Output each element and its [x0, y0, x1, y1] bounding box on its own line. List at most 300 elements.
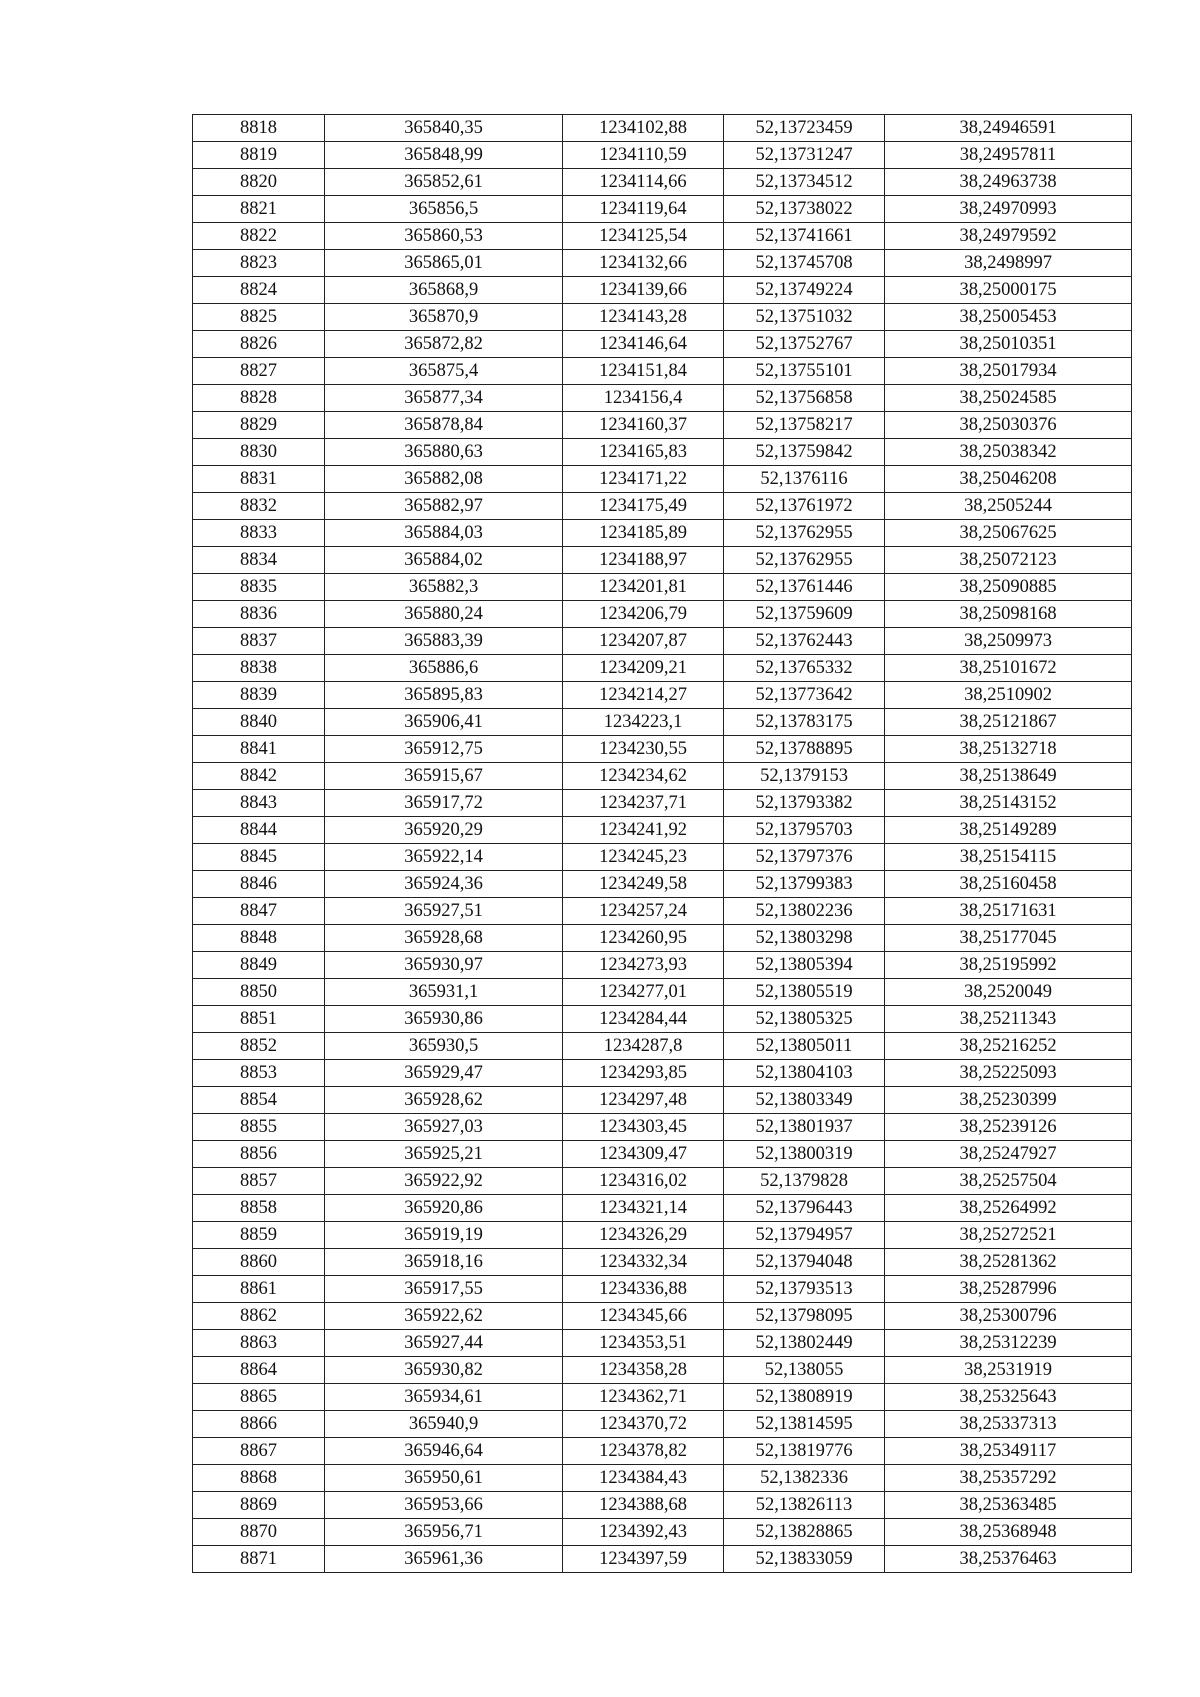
longitude-cell: 38,25098168: [885, 601, 1132, 628]
y-coordinate-cell: 1234326,29: [563, 1222, 724, 1249]
point-number-cell: 8825: [193, 304, 325, 331]
latitude-cell: 52,13762955: [724, 520, 885, 547]
y-coordinate-cell: 1234114,66: [563, 169, 724, 196]
x-coordinate-cell: 365865,01: [325, 250, 563, 277]
point-number-cell: 8862: [193, 1303, 325, 1330]
point-number-cell: 8828: [193, 385, 325, 412]
point-number-cell: 8846: [193, 871, 325, 898]
table-row: [193, 1141, 1132, 1168]
table-row: [193, 979, 1132, 1006]
longitude-cell: 38,25160458: [885, 871, 1132, 898]
point-number-cell: 8824: [193, 277, 325, 304]
x-coordinate-cell: 365882,97: [325, 493, 563, 520]
point-number-cell: 8851: [193, 1006, 325, 1033]
y-coordinate-cell: 1234293,85: [563, 1060, 724, 1087]
coordinates-table: [192, 114, 1132, 1573]
y-coordinate-cell: 1234171,22: [563, 466, 724, 493]
x-coordinate-cell: 365922,14: [325, 844, 563, 871]
point-number-cell: 8823: [193, 250, 325, 277]
latitude-cell: 52,13752767: [724, 331, 885, 358]
x-coordinate-cell: 365928,62: [325, 1087, 563, 1114]
x-coordinate-cell: 365882,3: [325, 574, 563, 601]
point-number-cell: 8840: [193, 709, 325, 736]
table-row: [193, 763, 1132, 790]
x-coordinate-cell: 365927,44: [325, 1330, 563, 1357]
longitude-cell: 38,2509973: [885, 628, 1132, 655]
y-coordinate-cell: 1234206,79: [563, 601, 724, 628]
x-coordinate-cell: 365880,24: [325, 601, 563, 628]
y-coordinate-cell: 1234230,55: [563, 736, 724, 763]
y-coordinate-cell: 1234273,93: [563, 952, 724, 979]
table-row: [193, 142, 1132, 169]
x-coordinate-cell: 365848,99: [325, 142, 563, 169]
x-coordinate-cell: 365956,71: [325, 1519, 563, 1546]
x-coordinate-cell: 365929,47: [325, 1060, 563, 1087]
latitude-cell: 52,13731247: [724, 142, 885, 169]
y-coordinate-cell: 1234143,28: [563, 304, 724, 331]
latitude-cell: 52,13756858: [724, 385, 885, 412]
table-row: [193, 1033, 1132, 1060]
longitude-cell: 38,25121867: [885, 709, 1132, 736]
latitude-cell: 52,13759609: [724, 601, 885, 628]
longitude-cell: 38,25216252: [885, 1033, 1132, 1060]
longitude-cell: 38,25143152: [885, 790, 1132, 817]
latitude-cell: 52,13808919: [724, 1384, 885, 1411]
y-coordinate-cell: 1234332,34: [563, 1249, 724, 1276]
latitude-cell: 52,13803349: [724, 1087, 885, 1114]
longitude-cell: 38,24970993: [885, 196, 1132, 223]
latitude-cell: 52,13794957: [724, 1222, 885, 1249]
point-number-cell: 8861: [193, 1276, 325, 1303]
point-number-cell: 8870: [193, 1519, 325, 1546]
latitude-cell: 52,13833059: [724, 1546, 885, 1573]
latitude-cell: 52,13826113: [724, 1492, 885, 1519]
table-row: [193, 358, 1132, 385]
x-coordinate-cell: 365927,51: [325, 898, 563, 925]
y-coordinate-cell: 1234384,43: [563, 1465, 724, 1492]
x-coordinate-cell: 365880,63: [325, 439, 563, 466]
longitude-cell: 38,25211343: [885, 1006, 1132, 1033]
table-row: [193, 412, 1132, 439]
point-number-cell: 8859: [193, 1222, 325, 1249]
point-number-cell: 8829: [193, 412, 325, 439]
table-row: [193, 1330, 1132, 1357]
point-number-cell: 8839: [193, 682, 325, 709]
y-coordinate-cell: 1234165,83: [563, 439, 724, 466]
latitude-cell: 52,13734512: [724, 169, 885, 196]
table-row: [193, 385, 1132, 412]
latitude-cell: 52,13795703: [724, 817, 885, 844]
x-coordinate-cell: 365895,83: [325, 682, 563, 709]
table-row: [193, 682, 1132, 709]
table-row: [193, 1411, 1132, 1438]
x-coordinate-cell: 365884,03: [325, 520, 563, 547]
latitude-cell: 52,13805325: [724, 1006, 885, 1033]
point-number-cell: 8856: [193, 1141, 325, 1168]
latitude-cell: 52,13761972: [724, 493, 885, 520]
longitude-cell: 38,25247927: [885, 1141, 1132, 1168]
x-coordinate-cell: 365840,35: [325, 115, 563, 142]
latitude-cell: 52,13805519: [724, 979, 885, 1006]
table-row: [193, 331, 1132, 358]
point-number-cell: 8830: [193, 439, 325, 466]
x-coordinate-cell: 365884,02: [325, 547, 563, 574]
longitude-cell: 38,25038342: [885, 439, 1132, 466]
y-coordinate-cell: 1234110,59: [563, 142, 724, 169]
table-row: [193, 871, 1132, 898]
y-coordinate-cell: 1234160,37: [563, 412, 724, 439]
point-number-cell: 8826: [193, 331, 325, 358]
longitude-cell: 38,25300796: [885, 1303, 1132, 1330]
y-coordinate-cell: 1234125,54: [563, 223, 724, 250]
y-coordinate-cell: 1234234,62: [563, 763, 724, 790]
x-coordinate-cell: 365918,16: [325, 1249, 563, 1276]
point-number-cell: 8867: [193, 1438, 325, 1465]
y-coordinate-cell: 1234316,02: [563, 1168, 724, 1195]
y-coordinate-cell: 1234321,14: [563, 1195, 724, 1222]
x-coordinate-cell: 365934,61: [325, 1384, 563, 1411]
table-row: [193, 1519, 1132, 1546]
point-number-cell: 8838: [193, 655, 325, 682]
point-number-cell: 8853: [193, 1060, 325, 1087]
latitude-cell: 52,13799383: [724, 871, 885, 898]
longitude-cell: 38,2520049: [885, 979, 1132, 1006]
table-row: [193, 520, 1132, 547]
table-row: [193, 1060, 1132, 1087]
longitude-cell: 38,25000175: [885, 277, 1132, 304]
x-coordinate-cell: 365875,4: [325, 358, 563, 385]
y-coordinate-cell: 1234378,82: [563, 1438, 724, 1465]
point-number-cell: 8835: [193, 574, 325, 601]
latitude-cell: 52,13773642: [724, 682, 885, 709]
y-coordinate-cell: 1234146,64: [563, 331, 724, 358]
latitude-cell: 52,13798095: [724, 1303, 885, 1330]
table-row: [193, 628, 1132, 655]
y-coordinate-cell: 1234241,92: [563, 817, 724, 844]
table-row: [193, 547, 1132, 574]
point-number-cell: 8847: [193, 898, 325, 925]
table-row: [193, 1006, 1132, 1033]
x-coordinate-cell: 365924,36: [325, 871, 563, 898]
x-coordinate-cell: 365906,41: [325, 709, 563, 736]
table-row: [193, 466, 1132, 493]
table-row: [193, 952, 1132, 979]
point-number-cell: 8834: [193, 547, 325, 574]
y-coordinate-cell: 1234249,58: [563, 871, 724, 898]
latitude-cell: 52,13745708: [724, 250, 885, 277]
y-coordinate-cell: 1234207,87: [563, 628, 724, 655]
longitude-cell: 38,25171631: [885, 898, 1132, 925]
y-coordinate-cell: 1234237,71: [563, 790, 724, 817]
y-coordinate-cell: 1234102,88: [563, 115, 724, 142]
y-coordinate-cell: 1234245,23: [563, 844, 724, 871]
y-coordinate-cell: 1234132,66: [563, 250, 724, 277]
x-coordinate-cell: 365928,68: [325, 925, 563, 952]
table-row: [193, 1222, 1132, 1249]
point-number-cell: 8864: [193, 1357, 325, 1384]
x-coordinate-cell: 365915,67: [325, 763, 563, 790]
table-row: [193, 1303, 1132, 1330]
longitude-cell: 38,25195992: [885, 952, 1132, 979]
latitude-cell: 52,13749224: [724, 277, 885, 304]
point-number-cell: 8849: [193, 952, 325, 979]
point-number-cell: 8848: [193, 925, 325, 952]
y-coordinate-cell: 1234201,81: [563, 574, 724, 601]
x-coordinate-cell: 365930,97: [325, 952, 563, 979]
longitude-cell: 38,2505244: [885, 493, 1132, 520]
y-coordinate-cell: 1234388,68: [563, 1492, 724, 1519]
x-coordinate-cell: 365883,39: [325, 628, 563, 655]
x-coordinate-cell: 365919,19: [325, 1222, 563, 1249]
table-row: [193, 250, 1132, 277]
y-coordinate-cell: 1234353,51: [563, 1330, 724, 1357]
table-row: [193, 1384, 1132, 1411]
latitude-cell: 52,13819776: [724, 1438, 885, 1465]
table-row: [193, 1114, 1132, 1141]
latitude-cell: 52,1379153: [724, 763, 885, 790]
table-row: [193, 1276, 1132, 1303]
x-coordinate-cell: 365930,82: [325, 1357, 563, 1384]
longitude-cell: 38,25024585: [885, 385, 1132, 412]
point-number-cell: 8857: [193, 1168, 325, 1195]
table-row: [193, 817, 1132, 844]
table-row: [193, 1087, 1132, 1114]
y-coordinate-cell: 1234257,24: [563, 898, 724, 925]
x-coordinate-cell: 365868,9: [325, 277, 563, 304]
longitude-cell: 38,25225093: [885, 1060, 1132, 1087]
table-row: [193, 655, 1132, 682]
table-row: [193, 709, 1132, 736]
table-row: [193, 1357, 1132, 1384]
y-coordinate-cell: 1234309,47: [563, 1141, 724, 1168]
y-coordinate-cell: 1234139,66: [563, 277, 724, 304]
y-coordinate-cell: 1234156,4: [563, 385, 724, 412]
y-coordinate-cell: 1234297,48: [563, 1087, 724, 1114]
point-number-cell: 8844: [193, 817, 325, 844]
latitude-cell: 52,13751032: [724, 304, 885, 331]
y-coordinate-cell: 1234175,49: [563, 493, 724, 520]
coordinates-table-body: [193, 115, 1132, 1573]
latitude-cell: 52,13738022: [724, 196, 885, 223]
point-number-cell: 8860: [193, 1249, 325, 1276]
longitude-cell: 38,25030376: [885, 412, 1132, 439]
longitude-cell: 38,25368948: [885, 1519, 1132, 1546]
longitude-cell: 38,25132718: [885, 736, 1132, 763]
y-coordinate-cell: 1234185,89: [563, 520, 724, 547]
longitude-cell: 38,24979592: [885, 223, 1132, 250]
table-row: [193, 601, 1132, 628]
latitude-cell: 52,13814595: [724, 1411, 885, 1438]
longitude-cell: 38,24946591: [885, 115, 1132, 142]
point-number-cell: 8871: [193, 1546, 325, 1573]
longitude-cell: 38,25239126: [885, 1114, 1132, 1141]
latitude-cell: 52,13800319: [724, 1141, 885, 1168]
longitude-cell: 38,2510902: [885, 682, 1132, 709]
longitude-cell: 38,25154115: [885, 844, 1132, 871]
longitude-cell: 38,25363485: [885, 1492, 1132, 1519]
point-number-cell: 8818: [193, 115, 325, 142]
point-number-cell: 8831: [193, 466, 325, 493]
longitude-cell: 38,25177045: [885, 925, 1132, 952]
x-coordinate-cell: 365922,92: [325, 1168, 563, 1195]
table-row: [193, 169, 1132, 196]
latitude-cell: 52,13793382: [724, 790, 885, 817]
x-coordinate-cell: 365940,9: [325, 1411, 563, 1438]
x-coordinate-cell: 365953,66: [325, 1492, 563, 1519]
x-coordinate-cell: 365930,86: [325, 1006, 563, 1033]
table-row: [193, 223, 1132, 250]
x-coordinate-cell: 365917,55: [325, 1276, 563, 1303]
latitude-cell: 52,13762955: [724, 547, 885, 574]
point-number-cell: 8863: [193, 1330, 325, 1357]
latitude-cell: 52,13804103: [724, 1060, 885, 1087]
x-coordinate-cell: 365882,08: [325, 466, 563, 493]
x-coordinate-cell: 365877,34: [325, 385, 563, 412]
longitude-cell: 38,25230399: [885, 1087, 1132, 1114]
latitude-cell: 52,13805011: [724, 1033, 885, 1060]
x-coordinate-cell: 365927,03: [325, 1114, 563, 1141]
longitude-cell: 38,25072123: [885, 547, 1132, 574]
longitude-cell: 38,25287996: [885, 1276, 1132, 1303]
table-row: [193, 493, 1132, 520]
x-coordinate-cell: 365946,64: [325, 1438, 563, 1465]
point-number-cell: 8852: [193, 1033, 325, 1060]
y-coordinate-cell: 1234358,28: [563, 1357, 724, 1384]
latitude-cell: 52,13802449: [724, 1330, 885, 1357]
x-coordinate-cell: 365886,6: [325, 655, 563, 682]
x-coordinate-cell: 365856,5: [325, 196, 563, 223]
latitude-cell: 52,13805394: [724, 952, 885, 979]
longitude-cell: 38,25312239: [885, 1330, 1132, 1357]
x-coordinate-cell: 365920,29: [325, 817, 563, 844]
table-row: [193, 574, 1132, 601]
longitude-cell: 38,25281362: [885, 1249, 1132, 1276]
longitude-cell: 38,25101672: [885, 655, 1132, 682]
y-coordinate-cell: 1234362,71: [563, 1384, 724, 1411]
latitude-cell: 52,1376116: [724, 466, 885, 493]
longitude-cell: 38,24963738: [885, 169, 1132, 196]
y-coordinate-cell: 1234223,1: [563, 709, 724, 736]
x-coordinate-cell: 365878,84: [325, 412, 563, 439]
latitude-cell: 52,13741661: [724, 223, 885, 250]
y-coordinate-cell: 1234284,44: [563, 1006, 724, 1033]
latitude-cell: 52,13828865: [724, 1519, 885, 1546]
point-number-cell: 8833: [193, 520, 325, 547]
table-row: [193, 736, 1132, 763]
table-row: [193, 277, 1132, 304]
longitude-cell: 38,25149289: [885, 817, 1132, 844]
table-row: [193, 925, 1132, 952]
longitude-cell: 38,25357292: [885, 1465, 1132, 1492]
longitude-cell: 38,25325643: [885, 1384, 1132, 1411]
y-coordinate-cell: 1234260,95: [563, 925, 724, 952]
longitude-cell: 38,25138649: [885, 763, 1132, 790]
point-number-cell: 8854: [193, 1087, 325, 1114]
longitude-cell: 38,25376463: [885, 1546, 1132, 1573]
point-number-cell: 8836: [193, 601, 325, 628]
latitude-cell: 52,13723459: [724, 115, 885, 142]
longitude-cell: 38,25017934: [885, 358, 1132, 385]
latitude-cell: 52,13758217: [724, 412, 885, 439]
y-coordinate-cell: 1234277,01: [563, 979, 724, 1006]
table-row: [193, 115, 1132, 142]
longitude-cell: 38,25090885: [885, 574, 1132, 601]
latitude-cell: 52,13803298: [724, 925, 885, 952]
latitude-cell: 52,13759842: [724, 439, 885, 466]
longitude-cell: 38,2531919: [885, 1357, 1132, 1384]
longitude-cell: 38,25257504: [885, 1168, 1132, 1195]
table-row: [193, 1546, 1132, 1573]
longitude-cell: 38,25272521: [885, 1222, 1132, 1249]
latitude-cell: 52,13783175: [724, 709, 885, 736]
point-number-cell: 8855: [193, 1114, 325, 1141]
x-coordinate-cell: 365930,5: [325, 1033, 563, 1060]
longitude-cell: 38,25005453: [885, 304, 1132, 331]
y-coordinate-cell: 1234345,66: [563, 1303, 724, 1330]
x-coordinate-cell: 365912,75: [325, 736, 563, 763]
longitude-cell: 38,25337313: [885, 1411, 1132, 1438]
point-number-cell: 8843: [193, 790, 325, 817]
x-coordinate-cell: 365922,62: [325, 1303, 563, 1330]
y-coordinate-cell: 1234287,8: [563, 1033, 724, 1060]
latitude-cell: 52,13755101: [724, 358, 885, 385]
table-row: [193, 898, 1132, 925]
x-coordinate-cell: 365860,53: [325, 223, 563, 250]
table-row: [193, 1249, 1132, 1276]
point-number-cell: 8832: [193, 493, 325, 520]
latitude-cell: 52,13794048: [724, 1249, 885, 1276]
longitude-cell: 38,25010351: [885, 331, 1132, 358]
longitude-cell: 38,24957811: [885, 142, 1132, 169]
point-number-cell: 8841: [193, 736, 325, 763]
point-number-cell: 8866: [193, 1411, 325, 1438]
y-coordinate-cell: 1234303,45: [563, 1114, 724, 1141]
point-number-cell: 8837: [193, 628, 325, 655]
x-coordinate-cell: 365925,21: [325, 1141, 563, 1168]
latitude-cell: 52,13793513: [724, 1276, 885, 1303]
x-coordinate-cell: 365870,9: [325, 304, 563, 331]
table-row: [193, 790, 1132, 817]
longitude-cell: 38,25264992: [885, 1195, 1132, 1222]
x-coordinate-cell: 365920,86: [325, 1195, 563, 1222]
y-coordinate-cell: 1234392,43: [563, 1519, 724, 1546]
x-coordinate-cell: 365917,72: [325, 790, 563, 817]
table-row: [193, 844, 1132, 871]
x-coordinate-cell: 365872,82: [325, 331, 563, 358]
point-number-cell: 8868: [193, 1465, 325, 1492]
point-number-cell: 8821: [193, 196, 325, 223]
latitude-cell: 52,13761446: [724, 574, 885, 601]
longitude-cell: 38,25067625: [885, 520, 1132, 547]
y-coordinate-cell: 1234370,72: [563, 1411, 724, 1438]
latitude-cell: 52,13762443: [724, 628, 885, 655]
table-row: [193, 1195, 1132, 1222]
table-row: [193, 1465, 1132, 1492]
point-number-cell: 8819: [193, 142, 325, 169]
point-number-cell: 8822: [193, 223, 325, 250]
x-coordinate-cell: 365961,36: [325, 1546, 563, 1573]
latitude-cell: 52,1379828: [724, 1168, 885, 1195]
point-number-cell: 8820: [193, 169, 325, 196]
table-row: [193, 1168, 1132, 1195]
point-number-cell: 8845: [193, 844, 325, 871]
table-row: [193, 196, 1132, 223]
table-row: [193, 1492, 1132, 1519]
point-number-cell: 8842: [193, 763, 325, 790]
point-number-cell: 8850: [193, 979, 325, 1006]
y-coordinate-cell: 1234119,64: [563, 196, 724, 223]
latitude-cell: 52,13797376: [724, 844, 885, 871]
